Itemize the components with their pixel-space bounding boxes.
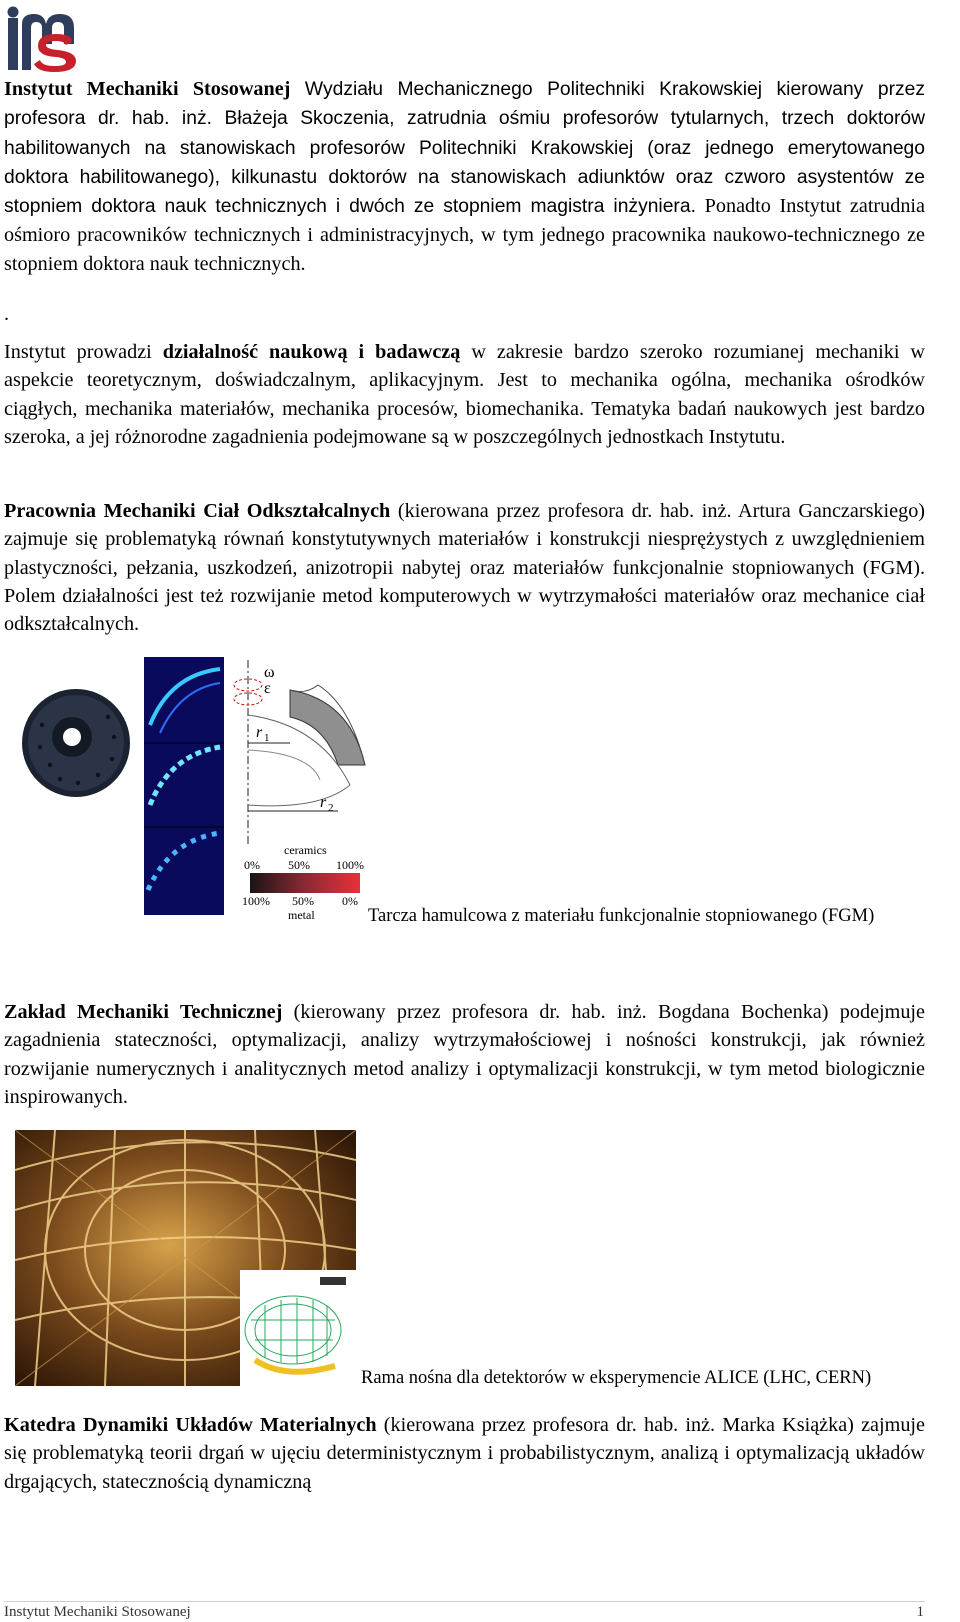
lab3-text: (kierowana przez profesora dr. hab. inż. Marka Książka) zajmuje się problematyką teorii drgań w ujęciu deterministycznym i probabilistycznym, analizą i optymalizacją układów drgających, statecznością dynamiczną	[4, 1414, 925, 1493]
lab2-title: Zakład Mechaniki Technicznej	[4, 1001, 283, 1023]
top-tick-0: 0%	[244, 858, 260, 872]
intro-lead: Wydziału Mechanicznego Politechniki Krakowskiej kierowany przez profesora dr. hab. inż.	[4, 79, 925, 130]
footer-rule	[4, 1601, 925, 1602]
lab1-text: (kierowana przez profesora dr. hab. inż. Artura Ganczarskiego) zajmuje się problematyką równań konstytutywnych materiałów i konstrukcji niesprężystych z uwzględnieniem plastyczności, pełzania, uszkodzeń, anizotropii nabytej oraz materiałów funkcjonalnie stopniowanych (FGM). Polem działalności jest też rozwijanie metod komputerowych w wytrzymałości materiałów oraz mechanice ciał odkształcalnych.	[4, 500, 926, 636]
research-pre: Instytut prowadzi	[4, 341, 163, 363]
page-number: 1	[916, 1604, 924, 1620]
brake-disc-image	[22, 689, 130, 797]
fgm-brake-disc-figure	[20, 655, 370, 920]
top-tick-1: 50%	[288, 858, 310, 872]
bottom-tick-2: 0%	[342, 894, 358, 908]
lab1-paragraph	[4, 497, 925, 638]
figure2-caption: Rama nośna dla detektorów w eksperymencie ALICE (LHC, CERN)	[361, 1368, 872, 1388]
bottom-tick-0: 100%	[242, 894, 270, 908]
lab3-title: Katedra Dynamiki Układów Materialnych	[4, 1414, 377, 1436]
footer-institute: Instytut Mechaniki Stosowanej	[4, 1604, 191, 1620]
intro-dot: .	[4, 303, 10, 325]
lab2-paragraph	[4, 998, 925, 1111]
r1-label: r	[256, 724, 263, 741]
research-paragraph	[4, 338, 925, 451]
intro-tail: Ponadto Instytut zatrudnia ośmioro pracowników technicznych i administracyjnych, w tym jednego pracownika naukowo-technicznego ze stopniem doktora nauk technicznych.	[4, 195, 925, 275]
omega-symbol: ω	[264, 664, 275, 681]
bottom-tick-1: 50%	[292, 894, 314, 908]
figure1-caption: Tarcza hamulcowa z materiału funkcjonalnie stopniowanego (FGM)	[368, 906, 875, 926]
lab2-text: (kierowany przez profesora dr. hab. inż. Bogdana Bochenka) podejmuje zagadnienia stateczności, optymalizacji, analizy wytrzymałościowej i nośności konstrukcji, jak również rozwijanie numerycznych i analitycznych metod analizy i optymalizacji konstrukcji, w tym metod biologicznie inspirowanych.	[4, 1001, 926, 1108]
research-post: w zakresie bardzo szeroko rozumianej mechaniki w aspekcie teoretycznym, doświadczalnym, aplikacyjnym. Jest to mechanika ogólna, mechanika ośrodków ciągłych, mechanika materiałów, mechanika procesów, biomechanika. Tematyka badań naukowych jest bardzo szeroka, a jej różnorodne zagadnienia podejmowane są w poszczególnych jednostkach Instytutu.	[4, 341, 925, 448]
fem-model-inset	[240, 1270, 356, 1386]
alice-frame-photo	[15, 1130, 356, 1386]
epsilon-symbol: ε	[264, 680, 271, 697]
r2-sub: 2	[328, 802, 334, 814]
ims-logo-icon	[4, 4, 78, 72]
fgm-gradient-bar	[250, 873, 360, 893]
lab3-paragraph	[4, 1411, 925, 1496]
lab1-title: Pracownia Mechaniki Ciał Odkształcalnych	[4, 500, 391, 522]
intro-paragraph	[4, 75, 925, 278]
research-bold: działalność naukową i badawczą	[162, 341, 461, 363]
intro-body: Błażeja Skoczenia, zatrudnia ośmiu profesorów tytularnych, trzech doktorów habilitowanych na stanowiskach profesorów Politechniki Krakowskiej (oraz jednego emerytowanego doktora habilitowanego), kilkunastu doktorów na stanowiskach adiunktów oraz czworo asystentów ze stopniem doktora nauk technicznych i dwóch ze stopniem magistra inżyniera.	[4, 108, 926, 218]
r2-label: r	[320, 794, 327, 811]
top-tick-2: 100%	[336, 858, 364, 872]
r1-sub: 1	[264, 732, 270, 744]
ceramics-label: ceramics	[284, 843, 327, 857]
metal-label: metal	[288, 908, 315, 920]
institute-name: Instytut Mechaniki Stosowanej	[4, 78, 291, 100]
